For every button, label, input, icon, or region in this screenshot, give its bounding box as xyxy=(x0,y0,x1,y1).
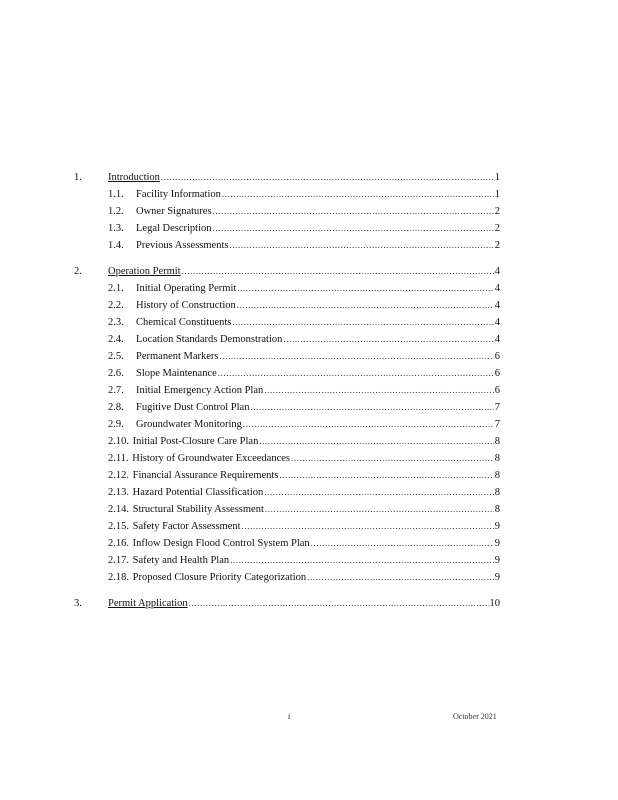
toc-title: Initial Operating Permit xyxy=(136,283,237,294)
toc-entry[interactable] xyxy=(0,280,618,297)
toc-number: 2.8. xyxy=(108,402,124,413)
footer-page-number: i xyxy=(288,712,291,721)
toc-title: Permanent Markers xyxy=(136,351,219,362)
toc-entry[interactable] xyxy=(0,263,618,280)
toc-page: 8 xyxy=(494,504,500,515)
dot-leader xyxy=(264,382,494,399)
toc-page: 9 xyxy=(494,521,500,532)
toc-page: 1 xyxy=(494,172,500,183)
toc-page: 4 xyxy=(494,283,500,294)
toc-page: 2 xyxy=(494,223,500,234)
toc-entry[interactable] xyxy=(0,467,618,484)
toc-page: 10 xyxy=(489,598,500,609)
toc-title: Initial Emergency Action Plan xyxy=(136,385,264,396)
toc-entry[interactable] xyxy=(0,220,618,237)
dot-leader xyxy=(220,348,494,365)
toc-page: 4 xyxy=(494,334,500,345)
dot-leader xyxy=(279,467,493,484)
toc-number: 2.14. xyxy=(108,504,129,515)
toc-page: 4 xyxy=(494,300,500,311)
toc-title: Proposed Closure Priority Categorization xyxy=(132,572,307,583)
dot-leader xyxy=(213,220,494,237)
toc-number: 2.15. xyxy=(108,521,129,532)
page-footer xyxy=(0,712,618,726)
dot-leader xyxy=(259,433,493,450)
toc-number: 1.3. xyxy=(108,223,124,234)
toc-page: 8 xyxy=(494,436,500,447)
footer-date: October 2021 xyxy=(453,712,497,721)
toc-entry[interactable] xyxy=(0,450,618,467)
toc-title: Safety and Health Plan xyxy=(132,555,230,566)
toc-title: Slope Maintenance xyxy=(136,368,217,379)
toc-title: Previous Assessments xyxy=(136,240,229,251)
toc-page: 2 xyxy=(494,240,500,251)
toc-number: 2.5. xyxy=(108,351,124,362)
toc-page: 8 xyxy=(494,470,500,481)
toc-page: 2 xyxy=(494,206,500,217)
toc-title: Groundwater Monitoring xyxy=(136,419,242,430)
dot-leader xyxy=(213,203,494,220)
toc-page: 7 xyxy=(494,402,500,413)
toc-entry[interactable] xyxy=(0,314,618,331)
toc-entry[interactable] xyxy=(0,297,618,314)
toc-entry[interactable] xyxy=(0,382,618,399)
dot-leader xyxy=(230,552,494,569)
toc-number: 2.17. xyxy=(108,555,129,566)
toc-number: 2.18. xyxy=(108,572,129,583)
toc-page: 6 xyxy=(494,351,500,362)
toc-entry[interactable] xyxy=(0,569,618,586)
toc-title: Hazard Potential Classification xyxy=(132,487,264,498)
toc-page: 9 xyxy=(494,572,500,583)
dot-leader xyxy=(283,331,493,348)
toc-title: Chemical Constituents xyxy=(136,317,232,328)
dot-leader xyxy=(232,314,493,331)
toc-title: Location Standards Demonstration xyxy=(136,334,283,345)
dot-leader xyxy=(237,280,493,297)
toc-entry[interactable] xyxy=(0,433,618,450)
toc-entry[interactable] xyxy=(0,203,618,220)
dot-leader xyxy=(311,535,494,552)
toc-page: 8 xyxy=(494,487,500,498)
toc-entry[interactable] xyxy=(0,331,618,348)
toc-title: Introduction xyxy=(108,172,160,183)
toc-page: 9 xyxy=(494,538,500,549)
toc-entry[interactable] xyxy=(0,365,618,382)
toc-entry[interactable] xyxy=(0,348,618,365)
toc-number: 1.4. xyxy=(108,240,124,251)
toc-number: 2. xyxy=(74,266,82,277)
toc-title: History of Construction xyxy=(136,300,236,311)
toc-number: 2.1. xyxy=(108,283,124,294)
toc-title: Facility Information xyxy=(136,189,221,200)
toc-entry[interactable] xyxy=(0,535,618,552)
toc-title: Safety Factor Assessment xyxy=(132,521,241,532)
toc-entry[interactable] xyxy=(0,186,618,203)
toc-page: 6 xyxy=(494,368,500,379)
toc-number: 2.12. xyxy=(108,470,129,481)
toc-entry[interactable] xyxy=(0,552,618,569)
toc-title: Structural Stability Assessment xyxy=(132,504,264,515)
dot-leader xyxy=(307,569,494,586)
toc-page: 7 xyxy=(494,419,500,430)
dot-leader xyxy=(218,365,494,382)
toc-title: Legal Description xyxy=(136,223,212,234)
toc-title: History of Groundwater Exceedances xyxy=(132,453,290,464)
dot-leader xyxy=(189,595,489,612)
toc-number: 2.16. xyxy=(108,538,129,549)
dot-leader xyxy=(222,186,494,203)
toc-number: 2.9. xyxy=(108,419,124,430)
toc-number: 2.10. xyxy=(108,436,129,447)
dot-leader xyxy=(264,484,493,501)
dot-leader xyxy=(265,501,494,518)
toc-section-2 xyxy=(0,263,618,586)
toc-number: 2.11. xyxy=(108,453,129,464)
toc-page: 4 xyxy=(494,317,500,328)
toc-page: 1 xyxy=(494,189,500,200)
dot-leader xyxy=(182,263,494,280)
toc-title: Financial Assurance Requirements xyxy=(132,470,279,481)
toc-title: Permit Application xyxy=(108,598,188,609)
toc-number: 2.13. xyxy=(108,487,129,498)
dot-leader xyxy=(250,399,493,416)
toc-entry[interactable] xyxy=(0,169,618,186)
toc-section-3 xyxy=(0,595,618,612)
toc-number: 2.6. xyxy=(108,368,124,379)
dot-leader xyxy=(229,237,493,254)
toc-number: 2.7. xyxy=(108,385,124,396)
toc-entry[interactable] xyxy=(0,501,618,518)
toc-number: 2.4. xyxy=(108,334,124,345)
toc-number: 1. xyxy=(74,172,82,183)
toc-page: 6 xyxy=(494,385,500,396)
toc-title: Inflow Design Flood Control System Plan xyxy=(132,538,310,549)
toc-entry[interactable] xyxy=(0,237,618,254)
toc-page: 4 xyxy=(494,266,500,277)
toc-title: Initial Post-Closure Care Plan xyxy=(132,436,259,447)
toc-entry[interactable] xyxy=(0,416,618,433)
toc-title: Fugitive Dust Control Plan xyxy=(136,402,250,413)
dot-leader xyxy=(161,169,494,186)
toc-entry[interactable] xyxy=(0,399,618,416)
dot-leader xyxy=(243,416,494,433)
toc-section-1 xyxy=(0,169,618,254)
toc-entry[interactable] xyxy=(0,595,618,612)
dot-leader xyxy=(291,450,494,467)
dot-leader xyxy=(237,297,494,314)
toc-title: Owner Signatures xyxy=(136,206,212,217)
toc-page: 9 xyxy=(494,555,500,566)
toc-number: 1.1. xyxy=(108,189,124,200)
toc-page: 8 xyxy=(494,453,500,464)
toc-entry[interactable] xyxy=(0,518,618,535)
toc-number: 1.2. xyxy=(108,206,124,217)
toc-number: 2.3. xyxy=(108,317,124,328)
toc-number: 2.2. xyxy=(108,300,124,311)
table-of-contents xyxy=(0,169,618,621)
dot-leader xyxy=(242,518,494,535)
toc-title: Operation Permit xyxy=(108,266,181,277)
toc-entry[interactable] xyxy=(0,484,618,501)
toc-number: 3. xyxy=(74,598,82,609)
